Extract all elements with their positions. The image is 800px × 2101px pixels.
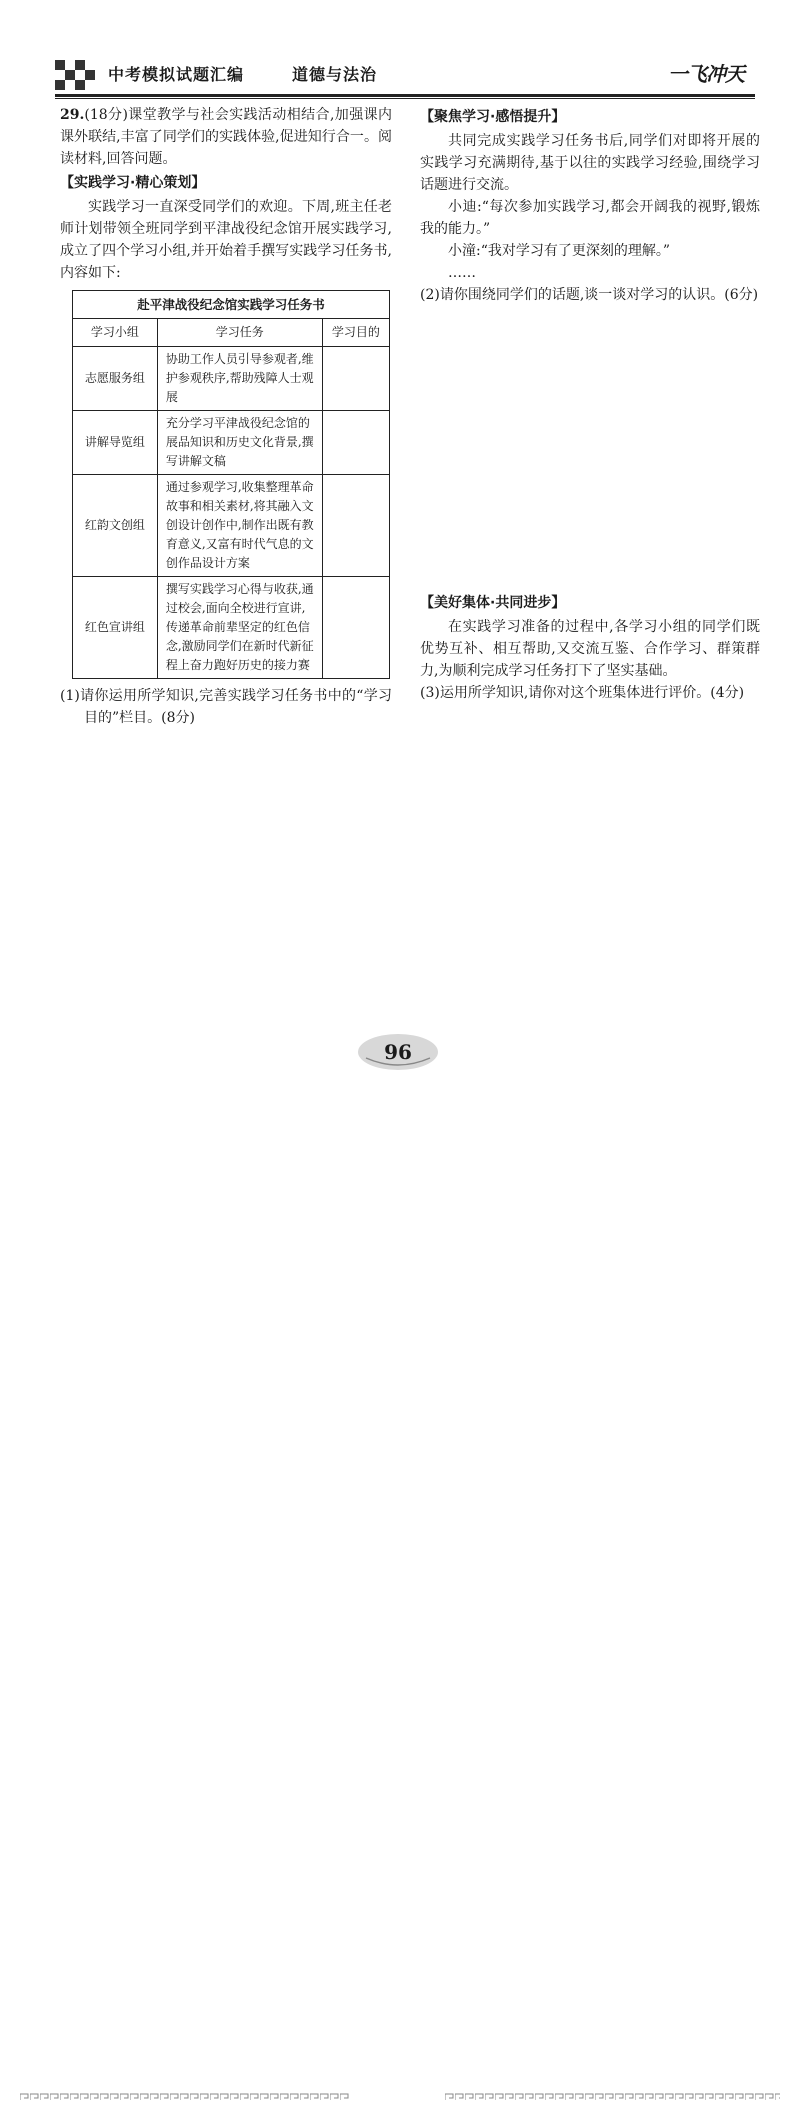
- right-column: [420, 104, 760, 704]
- sub-question-2: (2)请你围绕同学们的话题,谈一谈对学习的认识。(6分): [420, 287, 759, 303]
- sub-question-3: (3)运用所学知识,请你对这个班集体进行评价。(4分): [420, 685, 745, 701]
- quote-xiaotong: 小潼:“我对学习有了更深刻的理解。”: [448, 243, 671, 259]
- task-table: [72, 290, 390, 679]
- series-title: 中考模拟试题汇编: [108, 65, 245, 84]
- group-task: 通过参观学习,收集整理革命故事和相关素材,将其融入文创设计创作中,制作出既有教育意义,又富有时代气息的文创作品设计方案: [157, 475, 322, 577]
- subject-title: 道德与法治: [292, 65, 378, 84]
- table-row: [73, 411, 390, 475]
- purpose-cell-blank[interactable]: [322, 411, 389, 475]
- meander-border-right: [445, 2093, 780, 2101]
- section-title-focus: 【聚焦学习·感悟提升】: [420, 109, 566, 125]
- group-task: 充分学习平津战役纪念馆的展品知识和历史文化背景,撰写讲解文稿: [157, 411, 322, 475]
- group-name: 红色宣讲组: [73, 577, 158, 679]
- answer-space: [420, 306, 760, 590]
- sub-question-1: (1)请你运用所学知识,完善实践学习任务书中的“学习目的”栏目。(8分): [60, 688, 392, 726]
- question-intro: 29.(18分)课堂教学与社会实践活动相结合,加强课内课外联结,丰富了同学们的实践体验,促进知行合一。阅读材料,回答问题。: [60, 107, 392, 167]
- table-caption: 赴平津战役纪念馆实践学习任务书: [73, 291, 390, 319]
- table-header-purpose: 学习目的: [322, 319, 389, 347]
- table-row: [73, 347, 390, 411]
- page-number: 96: [384, 1040, 412, 1064]
- group-task: 协助工作人员引导参观者,维护参观秩序,帮助残障人士观展: [157, 347, 322, 411]
- question-number: 29.: [60, 107, 85, 123]
- group-name: 红韵文创组: [73, 475, 158, 577]
- group-task: 撰写实践学习心得与收获,通过校会,面向全校进行宣讲,传递革命前辈坚定的红色信念,激励同学们在新时代新征程上奋力跑好历史的接力赛: [157, 577, 322, 679]
- section-text-collective: 在实践学习准备的过程中,各学习小组的同学们既优势互补、相互帮助,又交流互鉴、合作学习、群策群力,为顺利完成学习任务打下了坚实基础。: [420, 619, 760, 679]
- group-name: 志愿服务组: [73, 347, 158, 411]
- purpose-cell-blank[interactable]: [322, 577, 389, 679]
- purpose-cell-blank[interactable]: [322, 347, 389, 411]
- left-column: [60, 104, 392, 729]
- table-row: [73, 475, 390, 577]
- header-rule-thin: [55, 98, 755, 99]
- checker-ornament: [55, 60, 103, 94]
- quote-xiaodi: 小迪:“每次参加实践学习,都会开阔我的视野,锻炼我的能力。”: [420, 199, 760, 237]
- brand-logo: 一飞冲天: [668, 62, 744, 86]
- table-row: [73, 577, 390, 679]
- purpose-cell-blank[interactable]: [322, 475, 389, 577]
- section-text-planning: 实践学习一直深受同学们的欢迎。下周,班主任老师计划带领全班同学到平津战役纪念馆开展实践学习,成立了四个学习小组,并开始着手撰写实践学习任务书,内容如下:: [60, 199, 392, 281]
- section-text-focus: 共同完成实践学习任务书后,同学们对即将开展的实践学习充满期待,基于以往的实践学习经验,围绕学习话题进行交流。: [420, 133, 760, 193]
- header-rule: [55, 94, 755, 97]
- section-title-collective: 【美好集体·共同进步】: [420, 595, 566, 611]
- table-header-group: 学习小组: [73, 319, 158, 347]
- group-name: 讲解导览组: [73, 411, 158, 475]
- page-header: [0, 0, 800, 100]
- section-title-planning: 【实践学习·精心策划】: [60, 175, 206, 191]
- meander-border-left: [20, 2093, 350, 2101]
- table-header-task: 学习任务: [157, 319, 322, 347]
- ellipsis: ……: [448, 265, 476, 281]
